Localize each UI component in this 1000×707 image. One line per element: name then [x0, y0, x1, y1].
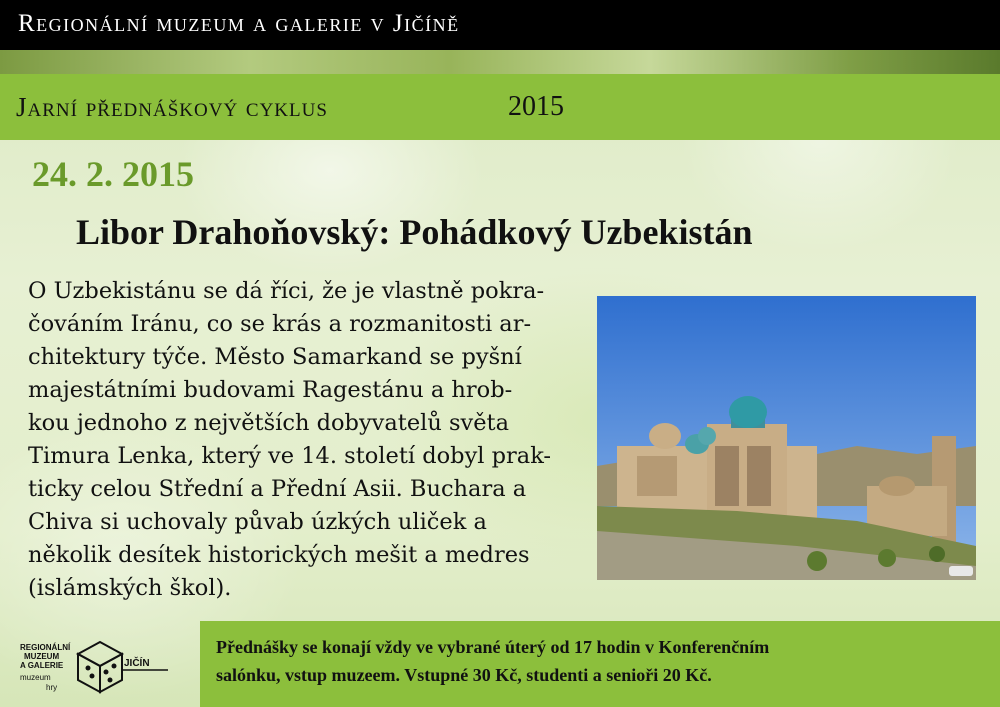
svg-text:MUZEUM: MUZEUM — [24, 652, 60, 661]
event-description — [28, 275, 588, 605]
description-line: několik desítek historických mešit a medres — [28, 542, 530, 568]
svg-text:JIČÍN: JIČÍN — [124, 658, 150, 669]
footer-line-1: Přednášky se konají vždy ve vybrané úterý od 17 hodin v Konferenčním — [216, 637, 770, 657]
series-title: Jarní přednáškový cyklus — [16, 92, 328, 122]
series-bar — [0, 74, 1000, 140]
description-line: (islámských škol). — [28, 575, 232, 601]
description-line: ticky celou Střední a Přední Asii. Buchara a — [28, 476, 527, 502]
samarkand-photo — [597, 296, 976, 580]
museum-logo — [18, 636, 198, 700]
description-line: čováním Iránu, co se krás a rozmanitosti ar- — [28, 311, 532, 337]
description-line: majestátními budovami Ragestánu a hrob- — [28, 377, 513, 403]
svg-text:REGIONÁLNÍ: REGIONÁLNÍ — [20, 643, 71, 652]
top-bar — [0, 0, 1000, 50]
museum-logo-graphic — [18, 636, 198, 700]
svg-text:A GALERIE: A GALERIE — [20, 661, 64, 670]
footer-line-2: salónku, vstup muzeem. Vstupné 30 Kč, studenti a senioři 20 Kč. — [216, 665, 712, 685]
event-date: 24. 2. 2015 — [32, 154, 194, 194]
description-line: Chiva si uchovaly půvab úzkých uliček a — [28, 509, 487, 535]
footer-bar — [200, 621, 1000, 707]
event-headline: Libor Drahoňovský: Pohádkový Uzbekistán — [76, 212, 753, 252]
description-line: kou jednoho z největších dobyvatelů světa — [28, 410, 510, 436]
description-line: chitektury týče. Město Samarkand se pyšní — [28, 344, 522, 370]
series-year: 2015 — [508, 91, 564, 122]
description-line: O Uzbekistánu se dá říci, že je vlastně pokra- — [28, 278, 545, 304]
description-line: Timura Lenka, který ve 14. století dobyl prak- — [28, 443, 552, 469]
museum-name: Regionální muzeum a galerie v Jičíně — [18, 10, 460, 37]
svg-text:hry: hry — [46, 683, 58, 692]
photo-strip — [0, 50, 1000, 74]
svg-text:muzeum: muzeum — [20, 673, 51, 682]
